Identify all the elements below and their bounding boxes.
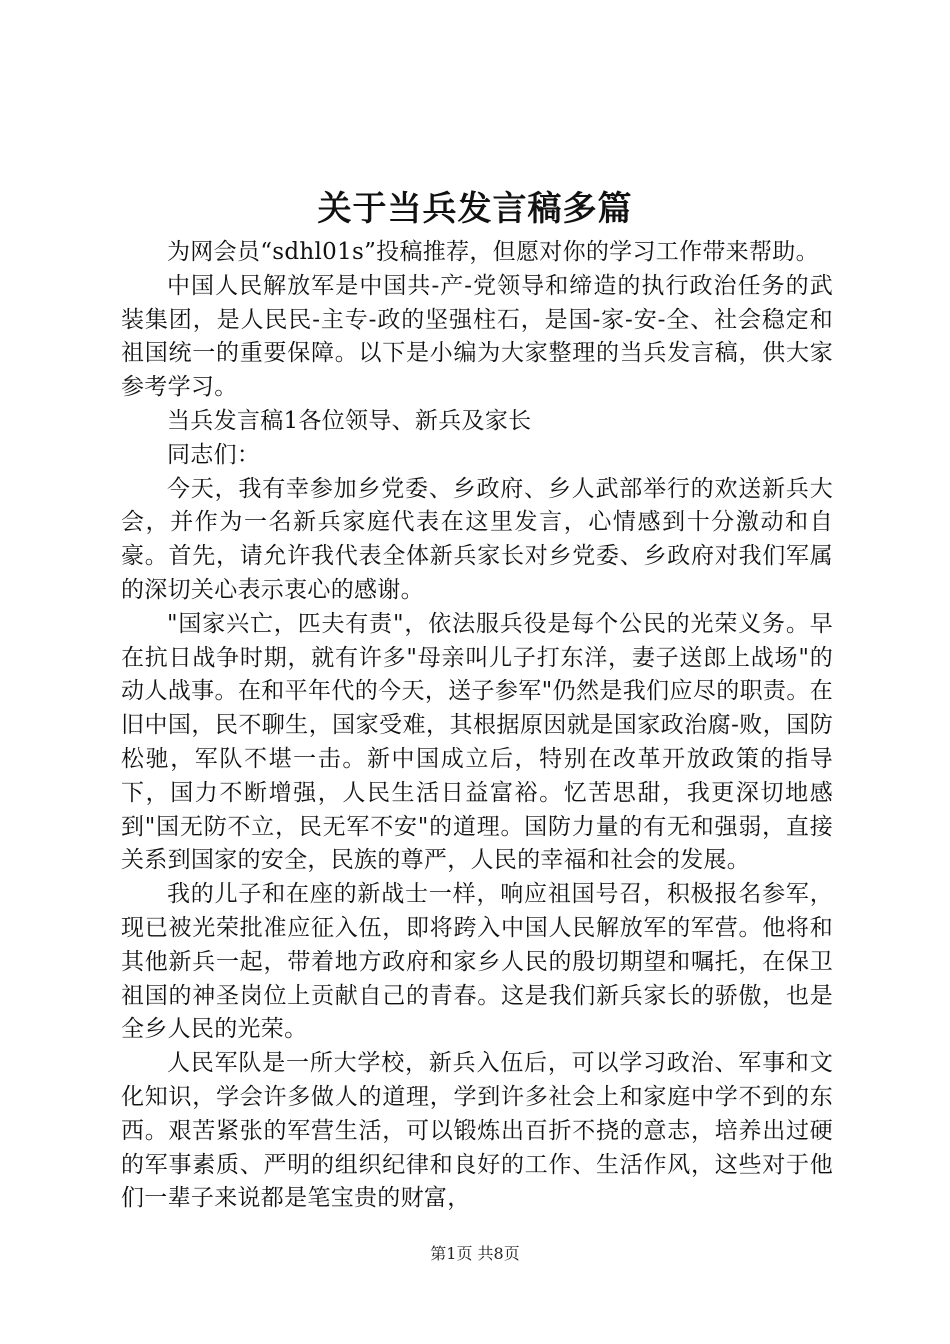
document-title: 关于当兵发言稿多篇 bbox=[317, 189, 633, 229]
paragraph-duty: "国家兴亡，匹夫有责"，依法服兵役是每个公民的光荣义务。早在抗日战争时期，就有许多"母亲叫儿子打东洋，妻子送郎上战场"的动人战事。在和平年代的今天，送子参军"仍然是我们应尽的职责。在旧中国，民不聊生，国家受难，其根据原因就是国家政治腐-败，国防松驰，军队不堪一击。新中国成立后，特别在改革开放政策的指导下，国力不断增强，人民生活日益富裕。忆苦思甜，我更深切地感到"国无防不立，民无军不安"的道理。国防力量的有无和强弱，直接关系到国家的安全，民族的尊严，人民的幸福和社会的发展。 bbox=[121, 610, 833, 874]
paragraph-opening: 今天，我有幸参加乡党委、乡政府、乡人武部举行的欢送新兵大会，并作为一名新兵家庭代表在这里发言，心情感到十分激动和自豪。首先，请允许我代表全体新兵家长对乡党委、乡政府对我们军属的深切关心表示衷心的感谢。 bbox=[121, 475, 833, 603]
paragraph-salutation: 同志们： bbox=[167, 441, 261, 468]
document-body bbox=[121, 236, 833, 1216]
paragraph-army-school: 人民军队是一所大学校，新兵入伍后，可以学习政治、军事和文化知识，学会许多做人的道理，学到许多社会上和家庭中学不到的东西。艰苦紧张的军营生活，可以锻炼出百折不挠的意志，培养出过硬的军事素质、严明的组织纪律和良好的工作、生活作风，这些对于他们一辈子来说都是笔宝贵的财富， bbox=[121, 1050, 833, 1212]
paragraph-pla-description: 中国人民解放军是中国共-产-党领导和缔造的执行政治任务的武装集团，是人民民-主专-政的坚强柱石，是国-家-安-全、社会稳定和祖国统一的重要保障。以下是小编为大家整理的当兵发言稿，供大家参考学习。 bbox=[121, 272, 833, 401]
paragraph-speech-heading: 当兵发言稿1各位领导、新兵及家长 bbox=[167, 407, 532, 434]
paragraph-son: 我的儿子和在座的新战士一样，响应祖国号召，积极报名参军，现已被光荣批准应征入伍，即将跨入中国人民解放军的军营。他将和其他新兵一起，带着地方政府和家乡人民的殷切期望和嘱托，在保卫祖国的神圣岗位上贡献自己的青春。这是我们新兵家长的骄傲，也是全乡人民的光荣。 bbox=[121, 881, 833, 1043]
page-footer: 第1页 共8页 bbox=[430, 1244, 520, 1263]
paragraph-intro: 为网会员“sdhl01s”投稿推荐，但愿对你的学习工作带来帮助。 bbox=[167, 239, 819, 265]
